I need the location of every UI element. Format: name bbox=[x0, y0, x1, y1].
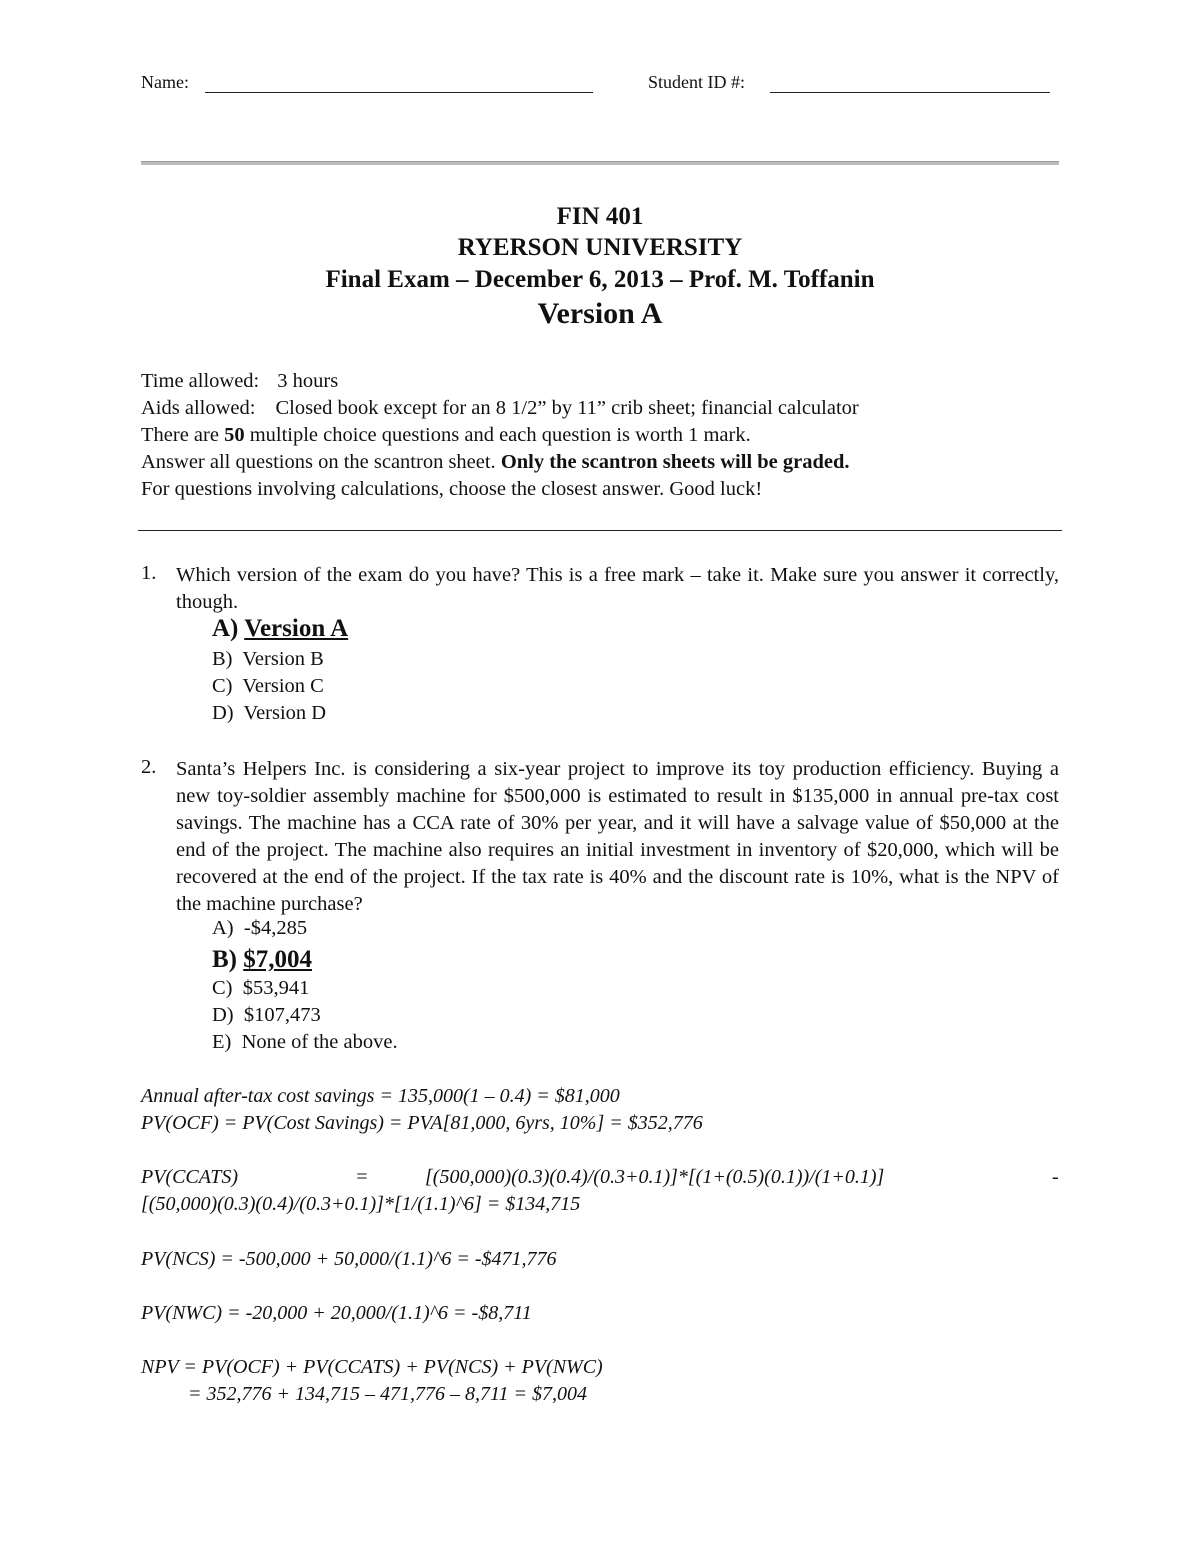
course-code: FIN 401 bbox=[556, 203, 644, 230]
section-divider bbox=[138, 530, 1062, 531]
solution-pv-ocf: PV(OCF) = PV(Cost Savings) = PVA[81,000, 6yrs, 10%] = $352,776 bbox=[141, 1112, 703, 1134]
student-id-field-line[interactable] bbox=[770, 92, 1050, 93]
solution-pv-ccats-minus: - bbox=[1052, 1166, 1059, 1188]
question-1-option-c: C) Version C bbox=[212, 675, 324, 697]
answer-instructions-line: Answer all questions on the scantron sheet. Only the scantron sheets will be graded. bbox=[141, 451, 850, 473]
question-2-option-e: E) None of the above. bbox=[212, 1031, 398, 1053]
solution-npv-result: = 352,776 + 134,715 – 471,776 – 8,711 = $7,004 bbox=[188, 1383, 588, 1405]
instructions bbox=[141, 368, 859, 503]
question-1-option-a-correct: A) Version A bbox=[212, 615, 349, 642]
question-1-option-b: B) Version B bbox=[212, 648, 324, 670]
name-field-line[interactable] bbox=[205, 92, 593, 93]
question-1-option-d: D) Version D bbox=[212, 702, 327, 724]
question-1-number: 1. bbox=[141, 562, 157, 584]
question-2-option-a: A) -$4,285 bbox=[212, 917, 308, 939]
solution-npv-formula: NPV = PV(OCF) + PV(CCATS) + PV(NCS) + PV(NWC) bbox=[141, 1356, 603, 1378]
student-id-label: Student ID #: bbox=[648, 72, 745, 92]
question-2-text: Santa’s Helpers Inc. is considering a six-year project to improve its toy production efficiency. Buying a new toy-soldier assembly machine for $500,000 is estimated to result in $135,000 in annual pre-tax cost savings. The machine has a CCA rate of 30% per year, and it will have a salvage value of $50,000 at the end of the project. The machine also requires an initial investment in inventory of $20,000, which will be recovered at the end of the project. If the tax rate is 40% and the discount rate is 10%, what is the NPV of the machine purchase? bbox=[176, 758, 1059, 915]
question-2-number: 2. bbox=[141, 756, 157, 778]
solution-pv-nwc: PV(NWC) = -20,000 + 20,000/(1.1)^6 = -$8,711 bbox=[141, 1302, 532, 1324]
solution-pv-ccats-term1: [(500,000)(0.3)(0.4)/(0.3+0.1)]*[(1+(0.5)(0.1))/(1+0.1)] bbox=[425, 1166, 885, 1188]
solution-pv-ncs: PV(NCS) = -500,000 + 50,000/(1.1)^6 = -$471,776 bbox=[141, 1248, 557, 1270]
exam-version: Version A bbox=[537, 297, 663, 330]
exam-title: Final Exam – December 6, 2013 – Prof. M. Toffanin bbox=[325, 266, 875, 293]
aids-allowed-line: Aids allowed: Closed book except for an 8 1/2” by 11” crib sheet; financial calculator bbox=[141, 397, 859, 419]
question-2-option-d: D) $107,473 bbox=[212, 1004, 321, 1026]
solution-pv-ccats-term2: [(50,000)(0.3)(0.4)/(0.3+0.1)]*[1/(1.1)^6] = $134,715 bbox=[141, 1193, 581, 1215]
name-label: Name: bbox=[141, 72, 189, 92]
solution-after-tax-savings: Annual after-tax cost savings = 135,000(1 – 0.4) = $81,000 bbox=[141, 1085, 620, 1107]
question-2-option-c: C) $53,941 bbox=[212, 977, 310, 999]
header-divider bbox=[141, 161, 1059, 165]
closing-line: For questions involving calculations, choose the closest answer. Good luck! bbox=[141, 478, 763, 500]
question-2-option-b-correct: B) $7,004 bbox=[212, 946, 312, 973]
university-name: RYERSON UNIVERSITY bbox=[457, 234, 743, 261]
question-count-line: There are 50 multiple choice questions and each question is worth 1 mark. bbox=[141, 424, 751, 446]
solution-pv-ccats-label: PV(CCATS) bbox=[141, 1166, 239, 1188]
time-allowed-line: Time allowed: 3 hours bbox=[141, 370, 339, 392]
solution-pv-ccats-equals: = bbox=[355, 1166, 369, 1188]
question-1-text: Which version of the exam do you have? This is a free mark – take it. Make sure you answer it correctly, though. bbox=[176, 564, 1059, 613]
